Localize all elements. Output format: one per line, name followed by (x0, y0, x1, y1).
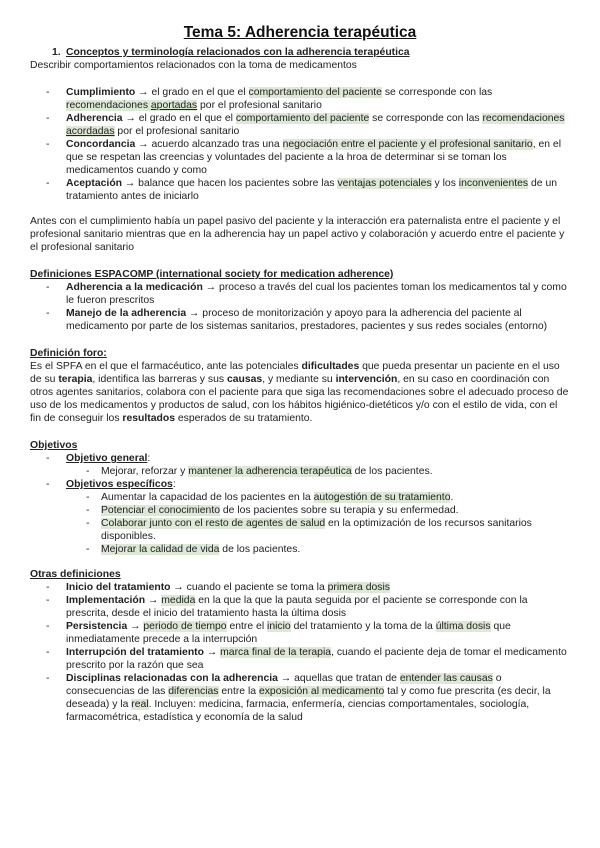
text: de los pacientes. (219, 544, 301, 555)
espacomp-heading: Definiciones ESPACOMP (international society for medication adherence) (30, 269, 394, 280)
highlight: inconvenientes (458, 178, 529, 189)
text: esperados de su tratamiento. (174, 413, 313, 424)
text: de los pacientes. (351, 466, 433, 477)
sub-item (30, 517, 570, 543)
text: , y mediante su (262, 374, 336, 385)
foro-heading: Definición foro: (30, 348, 107, 359)
highlight: Colaborar junto con el resto de agentes de salud (101, 518, 326, 529)
text: recomendaciones (66, 100, 151, 111)
text: → aquellas que tratan de (277, 673, 400, 684)
list-item-manejo-adherencia (30, 307, 570, 333)
highlight: comportamiento del paciente (235, 113, 370, 124)
text: → acuerdo alcanzado tras una (135, 139, 283, 150)
bold-word: intervención (335, 374, 398, 385)
term: Inicio del tratamiento (66, 582, 171, 593)
text: y los (431, 178, 459, 189)
objetivos-heading: Objetivos (30, 440, 78, 451)
text: en la que la que la pauta seguida por el paciente se corresponde con la prescrita, desde el inicio del tratamiento hasta la última dosis (66, 595, 528, 619)
highlight: inicio (267, 621, 291, 632)
highlight: marca final de la terapia (220, 647, 332, 658)
term: Adherencia a la medicación (66, 282, 203, 293)
list-item-implementacion (30, 594, 570, 620)
bold-word: terapia (58, 374, 93, 385)
term: Persistencia (66, 621, 128, 632)
text: recomendaciones (482, 113, 565, 124)
section-1-heading-text: Conceptos y terminología relacionados con la adherencia terapéutica (66, 47, 410, 58)
text: → proceso a través del cual los pacientes toman los medicamentos tal y como le fueron prescritos (66, 282, 567, 306)
text: por el profesional sanitario (197, 100, 322, 111)
list-item-aceptacion (30, 177, 570, 203)
list-item-inicio (30, 581, 570, 594)
highlight: última dosis (435, 621, 491, 632)
list-item-cumplimiento (30, 86, 570, 112)
section-1-paragraph: Antes con el cumplimiento había un papel pasivo del paciente y la interacción era paternalista entre el paciente y el profesional sanitario mientras que en la adherencia hay un papel activo y colaboración y acuerdo entre el paciente y el profesional sanitario (30, 216, 565, 253)
text: → (145, 595, 162, 606)
highlight: diferencias (168, 686, 219, 697)
list-item-adherencia (30, 112, 570, 138)
document-title: Tema 5: Adherencia terapéutica (183, 24, 417, 41)
document-page (30, 24, 570, 724)
text: se corresponde con las (381, 87, 493, 98)
highlight: primera dosis (327, 582, 390, 593)
text: , cuando el paciente deja de tomar el medicamento prescrito por la razón que sea (66, 647, 567, 671)
text: del tratamiento y la toma de la (290, 621, 436, 632)
list-item-adherencia-medicacion (30, 281, 570, 307)
objetivos-list (30, 452, 570, 556)
text: → cuando el paciente se toma la (170, 582, 328, 593)
sub-item (30, 504, 570, 517)
text: que inmediatamente precede a la interrupción (66, 621, 511, 645)
espacomp-list (30, 281, 570, 333)
sub-item (30, 465, 570, 478)
highlight: entender las causas (399, 673, 493, 684)
text: : (172, 479, 176, 490)
term: Disciplinas relacionadas con la adherencia (66, 673, 278, 684)
text: , en el que se respetan las creencias y voluntades del paciente a la hroa de determinar si se toman los medicamentos cuando y como (66, 139, 562, 176)
text: que pueda presentar un paciente en el uso de su (30, 361, 560, 385)
section-number: 1. (52, 47, 61, 58)
text: de los pacientes sobre su terapia y su enfermedad. (219, 505, 459, 516)
highlight: comportamiento del paciente (248, 87, 382, 98)
text: en la optimización de los recursos sanitarios disponibles. (101, 518, 532, 542)
term: Objetivos específicos (66, 479, 173, 490)
list-item-concordancia (30, 138, 570, 177)
text: Aumentar la capacidad de los pacientes en la (101, 492, 314, 503)
text: , identifica las barreras y sus (92, 374, 227, 385)
term: Interrupción del tratamiento (66, 647, 204, 658)
text: → el grado en el que el (135, 87, 249, 98)
highlight: Potenciar el conocimiento (101, 505, 220, 516)
list-item-disciplinas (30, 672, 570, 724)
list-item-objetivo-general (30, 452, 570, 478)
highlight (66, 100, 197, 111)
text: , en su caso en coordinación con otros agentes sanitarios, colabora con el paciente para que siga las recomendaciones sobre el adecuado proceso de uso de los medicamentos y productos de salud, con los hábitos higiénico-dietéticos y/o con el estilo de vida, con el fin de conseguir los (30, 374, 569, 424)
bold-word: causas (226, 374, 263, 385)
text: . (450, 492, 454, 503)
highlight: Mejorar la calidad de vida (101, 544, 220, 555)
term: Adherencia (66, 113, 123, 124)
term: Cumplimiento (66, 87, 136, 98)
term: Implementación (66, 595, 146, 606)
foro-paragraph (30, 360, 570, 425)
text: tal y como fue prescrita (es decir, la deseada) y la (66, 686, 551, 710)
objetivo-general-sublist (30, 465, 570, 478)
otras-list (30, 581, 570, 724)
text: → proceso de monitorización y apoyo para la adherencia del paciente al medicamento por parte de los sistemas sanitarios, prestadores, pacientes y sus redes sociales (entorno) (66, 308, 548, 332)
bold-word: resultados (122, 413, 175, 424)
text: . Incluyen: medicina, farmacia, enfermería, ciencias comportamentales, sociología, farmacométrica, estadística y economía de la salud (66, 699, 530, 723)
highlight: autogestión de su tratamiento (313, 492, 451, 503)
underlined-word: aportadas (150, 100, 198, 111)
text: por el profesional sanitario (114, 126, 240, 137)
text: entre la (218, 686, 259, 697)
text: de un tratamiento antes de iniciarlo (66, 178, 557, 202)
highlight: negociación entre el paciente y el profesional sanitario (282, 139, 533, 150)
text: → balance que hacen los pacientes sobre las (122, 178, 338, 189)
highlight: exposición al medicamento (258, 686, 385, 697)
objetivos-especificos-sublist (30, 491, 570, 556)
sub-item (30, 543, 570, 556)
section-1-intro: Describir comportamientos relacionados con la toma de medicamentos (30, 60, 357, 71)
text: : (147, 453, 151, 464)
term: Aceptación (66, 178, 123, 189)
highlight: periodo de tiempo (143, 621, 227, 632)
list-item-persistencia (30, 620, 570, 646)
sub-item (30, 491, 570, 504)
otras-heading: Otras definiciones (30, 569, 121, 580)
highlight: mantener la adherencia terapéutica (188, 466, 352, 477)
text: → (127, 621, 144, 632)
underlined-word: acordadas (66, 126, 115, 137)
section-1-list (30, 86, 570, 203)
text: → (203, 647, 221, 658)
term: Concordancia (66, 139, 136, 150)
term: Manejo de la adherencia (66, 308, 187, 319)
bold-word: dificultades (301, 361, 360, 372)
highlight: ventajas potenciales (337, 178, 432, 189)
text: Es el SPFA en el que el farmacéutico, ante las potenciales (30, 361, 302, 372)
text: o consecuencias de las (66, 673, 502, 697)
highlight: medida (161, 595, 196, 606)
term: Objetivo general (66, 453, 148, 464)
text: → el grado en el que el (122, 113, 236, 124)
highlight: real (131, 699, 149, 710)
section-1-heading (52, 46, 570, 59)
text: entre el (226, 621, 268, 632)
list-item-objetivos-especificos (30, 478, 570, 556)
list-item-interrupcion (30, 646, 570, 672)
text: se corresponde con las (369, 113, 483, 124)
text: Mejorar, reforzar y (101, 466, 189, 477)
